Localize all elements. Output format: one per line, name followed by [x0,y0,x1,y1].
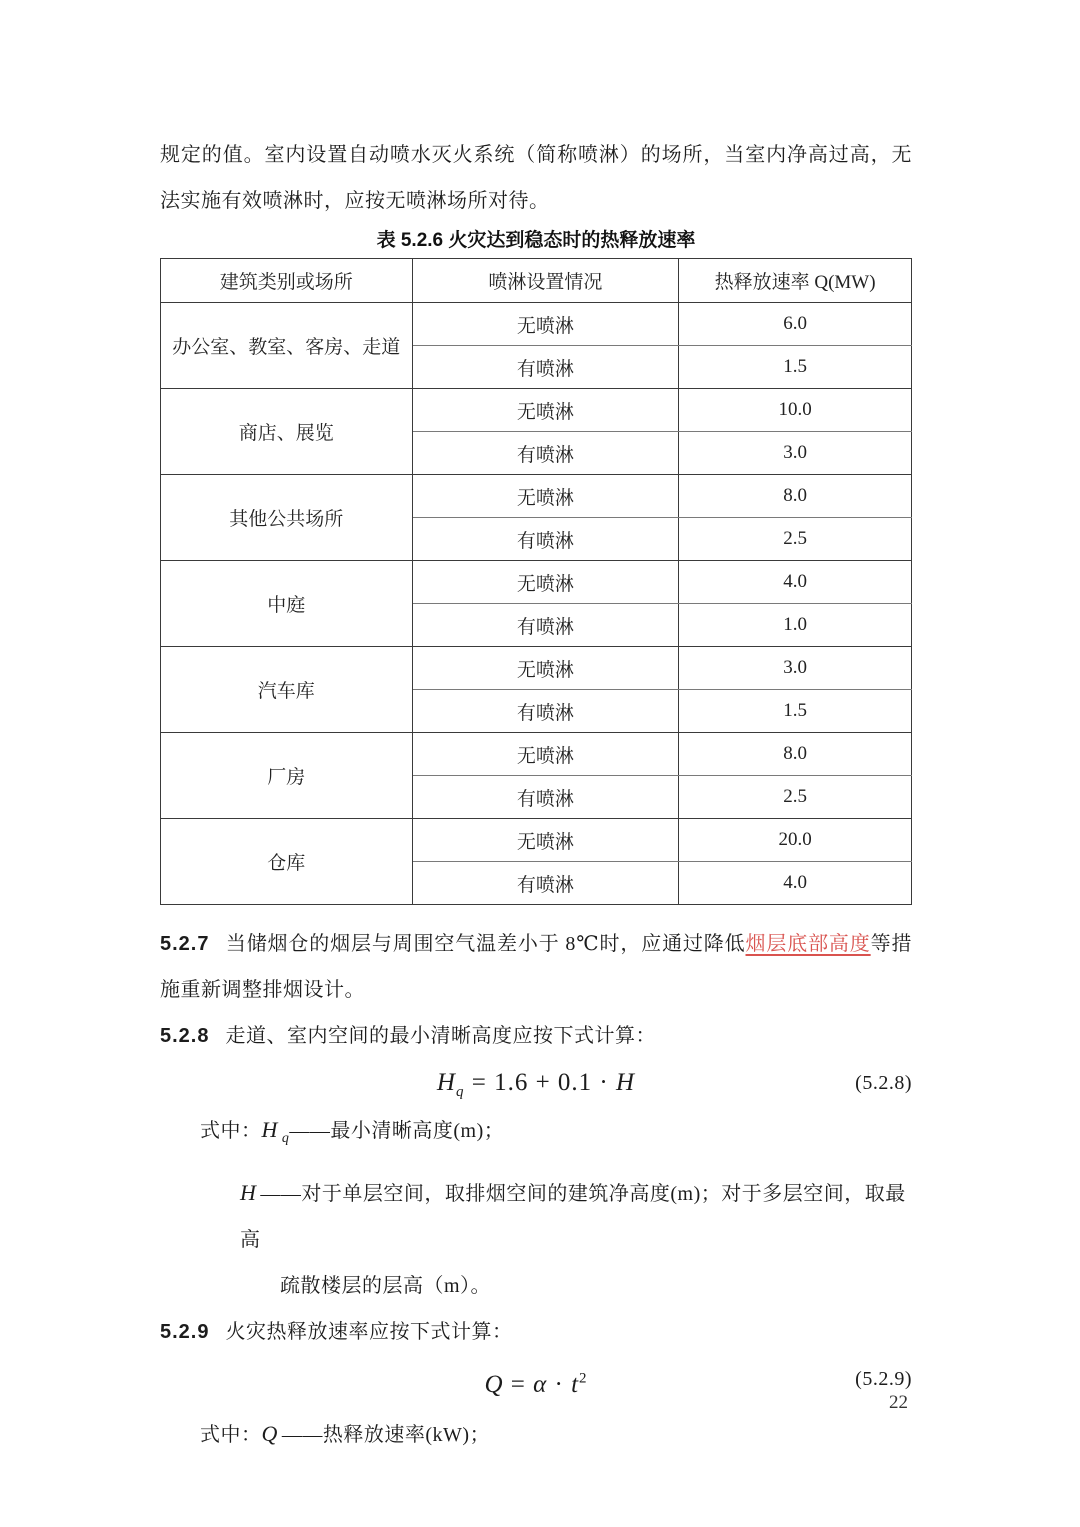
clause-529-text: 火灾热释放速率应按下式计算： [225,1321,513,1343]
value-cell: 3.0 [679,432,912,475]
value-cell: 1.0 [679,604,912,647]
clause-527-highlight-link[interactable]: 烟层底部高度 [745,933,871,955]
table-row [161,475,912,518]
formula-528-mid: = 1.6 + 0.1 · [464,1069,617,1096]
category-cell: 办公室、教室、客房、走道 [161,303,413,389]
clause-528 [160,1013,912,1059]
header-category: 建筑类别或场所 [161,259,413,303]
clause-528-number: 5.2.8 [160,1025,210,1047]
table-row [161,647,912,690]
clause-527-text-after: 等措施重新调整排烟设计。 [160,933,913,1001]
value-cell: 1.5 [679,346,912,389]
table-caption: 表 5.2.6 火灾达到稳态时的热释放速率 [376,230,696,251]
header-hrr: 热释放速率 Q(MW) [679,259,912,303]
page-number: 22 [889,1392,908,1413]
table-row [161,561,912,604]
where-528-line3 [160,1263,912,1309]
value-cell: 1.5 [679,690,912,733]
sprinkler-cell: 有喷淋 [412,862,679,905]
category-cell: 汽车库 [161,647,413,733]
sprinkler-cell: 无喷淋 [412,303,679,346]
where-528-line1 [160,1107,912,1162]
where-label: 式中： [200,1120,262,1142]
where-528-line2 [160,1170,912,1263]
table-row [161,819,912,862]
var-H-desc-1: ——对于单层空间，取排烟空间的建筑净高度(m)；对于多层空间，取最高 [240,1183,906,1251]
table-row [161,389,912,432]
value-cell: 3.0 [679,647,912,690]
var-Hq-sub: q [281,1131,290,1146]
sprinkler-cell: 无喷淋 [412,475,679,518]
formula-529-exp: 2 [579,1371,588,1387]
value-cell: 20.0 [679,819,912,862]
value-cell: 2.5 [679,518,912,561]
value-cell: 4.0 [679,561,912,604]
sprinkler-cell: 有喷淋 [412,690,679,733]
clause-527-text-before: 当储烟仓的烟层与周围空气温差小于 8℃时，应通过降低 [225,933,746,955]
sprinkler-cell: 有喷淋 [412,604,679,647]
sprinkler-cell: 无喷淋 [412,733,679,776]
value-cell: 4.0 [679,862,912,905]
table-row [161,733,912,776]
var-Hq-desc: ——最小清晰高度(m)； [289,1120,505,1142]
intro-text: 规定的值。室内设置自动喷水灭火系统（简称喷淋）的场所，当室内净高过高，无法实施有效喷淋时，应按无喷淋场所对待。 [160,144,912,212]
table-header-row [161,259,912,303]
formula-529-Q: Q [484,1371,504,1399]
sprinkler-cell: 有喷淋 [412,518,679,561]
clause-527-number: 5.2.7 [160,933,210,955]
where-label: 式中： [200,1424,262,1446]
value-cell: 8.0 [679,475,912,518]
sprinkler-cell: 无喷淋 [412,819,679,862]
formula-528-row [160,1059,912,1107]
clause-527 [160,921,912,1013]
var-Hq: H [261,1117,278,1142]
value-cell: 8.0 [679,733,912,776]
hrr-table-body [161,303,912,905]
formula-529 [484,1371,587,1398]
clause-528-text: 走道、室内空间的最小清晰高度应按下式计算： [225,1025,656,1047]
sprinkler-cell: 无喷淋 [412,389,679,432]
formula-528-end: H [616,1069,636,1096]
formula-529-label: (5.2.9) [855,1368,912,1390]
category-cell: 中庭 [161,561,413,647]
value-cell: 6.0 [679,303,912,346]
formula-528-label: (5.2.8) [855,1072,912,1094]
intro-paragraph [160,132,912,224]
clause-529-number: 5.2.9 [160,1321,210,1343]
hrr-table-head [161,259,912,303]
formula-529-dot: · [547,1371,572,1399]
formula-528-base: H [436,1069,456,1096]
var-H: H [240,1180,257,1205]
category-cell: 仓库 [161,819,413,905]
formula-529-eq: = [503,1371,534,1399]
var-Q-desc: ——热释放速率(kW)； [281,1424,491,1446]
sprinkler-cell: 有喷淋 [412,776,679,819]
clause-529 [160,1309,912,1355]
sprinkler-cell: 有喷淋 [412,346,679,389]
formula-528 [436,1069,636,1100]
category-cell: 其他公共场所 [161,475,413,561]
var-H-desc-2: 疏散楼层的层高（m）。 [280,1275,492,1297]
sprinkler-cell: 无喷淋 [412,561,679,604]
formula-529-row [160,1355,912,1403]
sprinkler-cell: 无喷淋 [412,647,679,690]
sprinkler-cell: 有喷淋 [412,432,679,475]
var-Q: Q [261,1421,278,1446]
formula-528-sub: q [455,1084,465,1100]
value-cell: 2.5 [679,776,912,819]
category-cell: 厂房 [161,733,413,819]
where-529-line1 [160,1411,912,1458]
formula-529-alpha: α [533,1371,548,1399]
value-cell: 10.0 [679,389,912,432]
category-cell: 商店、展览 [161,389,413,475]
formula-529-t: t [571,1371,580,1399]
table-row [161,303,912,346]
hrr-table [160,258,912,905]
header-sprinkler: 喷淋设置情况 [412,259,679,303]
